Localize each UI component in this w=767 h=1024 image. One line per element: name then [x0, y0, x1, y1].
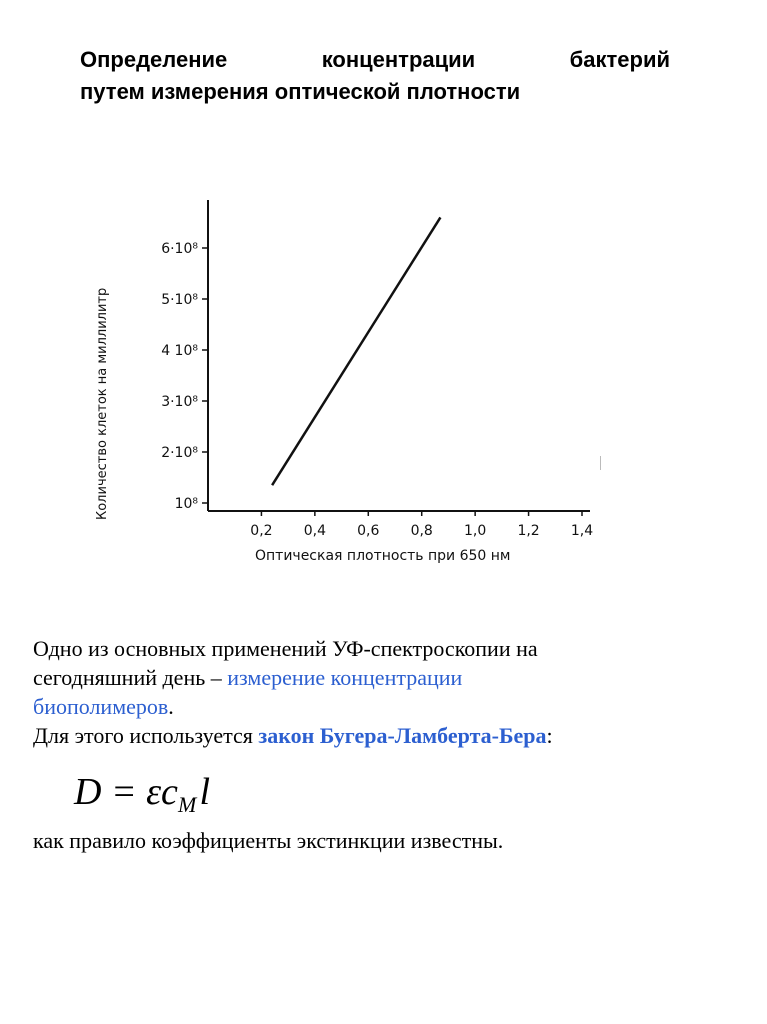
- x-tick-label: 0,2: [250, 523, 273, 539]
- beer-lambert-formula: $D = \varepsilon c_M$ l: [74, 771, 211, 817]
- x-tick-label: 0,6: [357, 523, 380, 539]
- link-biopolymers[interactable]: биополимеров: [33, 694, 169, 719]
- od-concentration-chart: [90, 190, 610, 580]
- footer-text: как правило коэффициенты экстинкции известны.: [33, 828, 504, 853]
- x-axis-ticks: [250, 511, 593, 539]
- y-tick-label: 3·10⁸: [161, 394, 198, 410]
- x-tick-label: 1,2: [517, 523, 540, 539]
- paragraph-line-4: Для этого используется закон Бугера-Ламберта-Бера:: [33, 723, 553, 748]
- paragraph-line-3: биополимеров.: [33, 694, 174, 719]
- chart-series: [272, 217, 440, 485]
- y-tick-label: 2·10⁸: [161, 445, 198, 461]
- link-concentration[interactable]: измерение концентрации: [227, 665, 463, 690]
- x-axis-label: Оптическая плотность при 650 нм: [255, 548, 511, 564]
- series-line: [272, 217, 440, 485]
- y-axis-label: Количество клеток на миллилитр: [95, 287, 110, 520]
- chart-axes: [208, 200, 590, 511]
- y-tick-label: 6·10⁸: [161, 241, 198, 257]
- link-beer-lambert-law[interactable]: закон Бугера-Ламберта-Бера: [258, 723, 547, 748]
- x-tick-label: 1,4: [570, 523, 594, 539]
- scan-mark: [600, 456, 601, 470]
- paragraph-line-2: сегодняшний день – измерение концентрации: [33, 665, 463, 690]
- paragraph-line-1: Одно из основных применений УФ-спектроскопии на: [33, 636, 538, 661]
- slide-title: [80, 44, 670, 108]
- x-tick-label: 1,0: [464, 523, 487, 539]
- x-tick-label: 0,4: [303, 523, 326, 539]
- y-tick-label: 5·10⁸: [161, 292, 198, 308]
- body-paragraph: [33, 634, 733, 750]
- x-tick-label: 0,8: [410, 523, 433, 539]
- y-tick-label: 4 10⁸: [161, 343, 198, 359]
- y-axis-ticks: [161, 241, 208, 512]
- title-line-2: путем измерения оптической плотности: [80, 79, 521, 104]
- y-tick-label: 10⁸: [174, 496, 198, 512]
- title-line-1: Определение концентрации бактерий: [80, 47, 670, 72]
